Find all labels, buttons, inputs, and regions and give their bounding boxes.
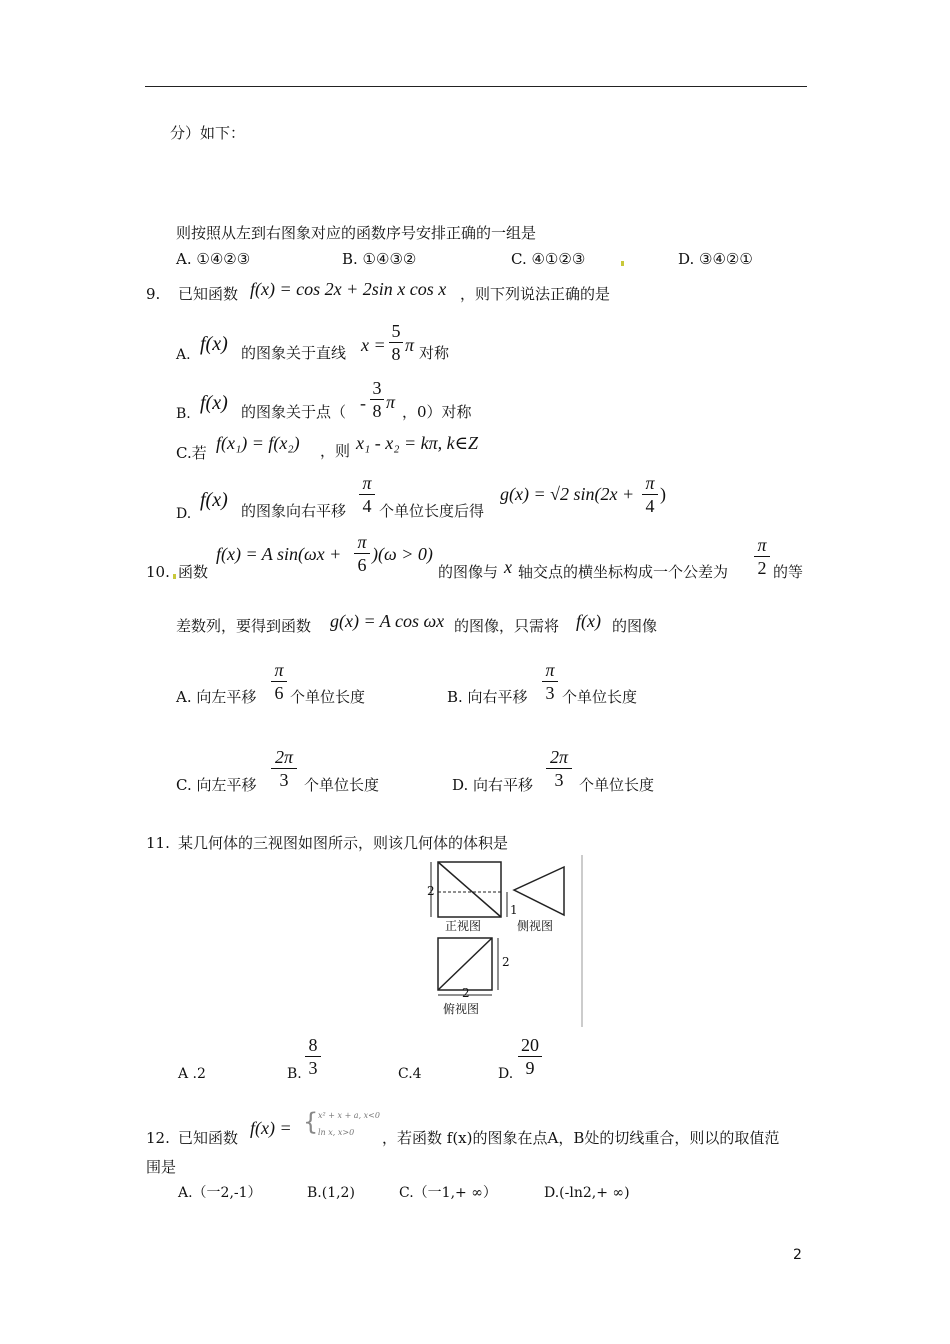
header-rule <box>145 86 807 87</box>
q9d-fraction <box>359 474 375 515</box>
q10-diff-frac-num: π <box>757 535 767 555</box>
q10b-frac-num: π <box>545 660 555 680</box>
q9a-frac-num: 5 <box>391 321 401 341</box>
q10c-frac-den: 3 <box>279 770 289 790</box>
q12-text2: 围是 <box>146 1158 177 1176</box>
q9d-frac-num: π <box>362 473 372 493</box>
q12-case1: x² + x + a, x<0 <box>318 1111 380 1120</box>
q10-func-frac-num: π <box>357 532 367 552</box>
q9d-frac-den: 4 <box>362 496 372 516</box>
q10d-label: D. 向右平移 <box>452 776 534 794</box>
q10b-frac-bar <box>542 681 558 682</box>
q11-number: 11. <box>146 834 170 852</box>
q9d-fx: f(x) <box>200 489 228 511</box>
top-dim-height-label: 2 <box>502 955 510 969</box>
q9b-fraction <box>370 379 384 420</box>
q10b-frac-den: 3 <box>545 683 555 703</box>
q9b-frac-num: 3 <box>372 378 382 398</box>
q10-text1: 的图像与 <box>438 563 499 581</box>
q12-stem: 已知函数 <box>178 1129 239 1147</box>
front-dim-right-label: 1 <box>510 903 518 917</box>
q12-option-b: B.(1,2) <box>307 1185 355 1201</box>
q10-func-right: )(ω > 0) <box>372 544 433 564</box>
q10a-frac-bar <box>271 681 287 682</box>
q10d-text: 个单位长度 <box>579 776 655 794</box>
q11-option-c: C.4 <box>398 1066 422 1082</box>
q9d-g-frac-num: π <box>645 473 655 493</box>
q11-option-b-fraction <box>305 1036 321 1077</box>
q10c-text: 个单位长度 <box>304 776 380 794</box>
q10b-label: B. 向右平移 <box>447 688 528 706</box>
q10d-frac-num: 2π <box>549 747 569 767</box>
q11-option-d-label: D. <box>498 1066 514 1082</box>
q10-stem: 函数 <box>178 563 209 581</box>
q10-number: 10. <box>146 563 170 581</box>
q11-option-b-label: B. <box>287 1066 302 1082</box>
q9a-text2: 对称 <box>419 344 450 362</box>
q10-text3: 的等 <box>773 563 804 581</box>
q12-number: 12. <box>146 1129 170 1147</box>
q11d-frac-bar <box>518 1056 542 1057</box>
speck-mark-2 <box>173 574 176 579</box>
q10c-fraction <box>271 748 297 789</box>
q9a-pi: π <box>405 335 415 355</box>
q9a-frac-bar <box>389 342 403 343</box>
q9b-text1: 的图象关于点（ <box>241 403 347 421</box>
q10-line2c: 的图像 <box>612 617 658 635</box>
q11d-frac-num: 20 <box>521 1035 539 1055</box>
q10c-frac-bar <box>271 768 297 769</box>
q9d-text1: 的图象向右平移 <box>241 502 347 520</box>
intro-option-c: C. ④①②③ <box>511 250 586 268</box>
q11b-frac-bar <box>305 1056 321 1057</box>
q9-function: f(x) = cos 2x + 2sin x cos x <box>250 279 447 299</box>
q9d-g-right: ) <box>660 484 666 504</box>
q11b-frac-num: 8 <box>308 1035 318 1055</box>
q11d-frac-den: 9 <box>525 1058 535 1078</box>
q9b-pi: π <box>386 392 396 412</box>
side-view-label: 侧视图 <box>517 919 554 933</box>
speck-mark <box>621 261 624 266</box>
top-dim-width-label: 2 <box>462 986 470 1000</box>
q9b-frac-bar <box>370 399 384 400</box>
q9d-g-frac-bar <box>642 494 658 495</box>
q9b-text2: ，0）对称 <box>402 403 472 421</box>
q9d-text2: 个单位长度后得 <box>379 502 485 520</box>
q9a-xeq: x = <box>361 335 386 355</box>
q10d-frac-den: 3 <box>554 770 564 790</box>
q10-func-fraction <box>354 533 370 574</box>
q10-fx: f(x) <box>576 611 601 631</box>
q12-case2: ln x, x>0 <box>318 1128 355 1137</box>
q9b-fx: f(x) <box>200 392 228 414</box>
q9c-label: C.若 <box>176 444 207 462</box>
front-view-diagonal <box>438 862 501 917</box>
q10-line2b: 的图像，只需将 <box>454 617 560 635</box>
q10-g: g(x) = A cos ωx <box>330 611 445 631</box>
q12-text1: ，若函数 f(x)的图象在点A，B处的切线重合，则以的取值范 <box>382 1129 780 1147</box>
q12-brace: { <box>303 1108 319 1136</box>
side-view-triangle <box>514 867 564 915</box>
q10-func-frac-bar <box>354 553 370 554</box>
q9b-frac-den: 8 <box>372 401 382 421</box>
intro-line-2: 则按照从左到右图象对应的函数序号安排正确的一组是 <box>176 224 537 242</box>
q9-stem: 已知函数 <box>178 285 239 303</box>
q10-x: x <box>504 557 512 577</box>
q9d-g-left: g(x) = √2 sin(2x + <box>500 484 635 504</box>
intro-line-1: 分）如下： <box>170 124 246 142</box>
q11-option-a: A .2 <box>178 1066 206 1082</box>
front-view-label: 正视图 <box>445 919 482 933</box>
page-number: 2 <box>793 1247 802 1263</box>
q9b-label: B. <box>176 406 191 422</box>
q10a-frac-den: 6 <box>274 683 284 703</box>
q10-diff-frac-bar <box>754 556 770 557</box>
q9d-g-frac-den: 4 <box>645 496 655 516</box>
q12-option-a: A.（一2,-1） <box>178 1185 262 1201</box>
q9c-expr2: x₁ - x₂ = kπ, k∈Z <box>356 433 478 453</box>
q10-diff-fraction <box>754 536 770 577</box>
front-dim-height-label: 2 <box>427 884 435 898</box>
q10-text2: 轴交点的横坐标构成一个公差为 <box>518 563 729 581</box>
q12-option-c: C.（一1,+ ∞） <box>399 1185 497 1201</box>
q12-option-d: D.(-ln2,+ ∞) <box>544 1185 630 1201</box>
q11-stem: 某几何体的三视图如图所示，则该几何体的体积是 <box>178 834 509 852</box>
q10-line2a: 差数列，要得到函数 <box>176 617 312 635</box>
q10b-fraction <box>542 661 558 702</box>
q9a-fx: f(x) <box>200 333 228 355</box>
q10d-frac-bar <box>546 768 572 769</box>
q9b-minus: - <box>360 393 366 413</box>
intro-option-d: D. ③④②① <box>678 250 753 268</box>
q9a-frac-den: 8 <box>391 344 401 364</box>
intro-option-b: B. ①④③② <box>342 250 417 268</box>
q10c-frac-num: 2π <box>274 747 294 767</box>
q9d-frac-bar <box>359 494 375 495</box>
q10b-text: 个单位长度 <box>562 688 638 706</box>
q9d-g-fraction <box>642 474 658 515</box>
q10a-label: A. 向左平移 <box>176 688 257 706</box>
q9a-text1: 的图象关于直线 <box>241 344 347 362</box>
q9d-label: D. <box>176 506 192 522</box>
q9c-expr1: f(x₁) = f(x₂) <box>216 433 300 453</box>
q11-option-d-fraction <box>518 1036 542 1077</box>
q10-func-frac-den: 6 <box>357 555 367 575</box>
q10-func-left: f(x) = A sin(ωx + <box>216 544 342 564</box>
q9-number: 9. <box>146 285 161 303</box>
q9c-text1: ，则 <box>320 442 351 460</box>
q11b-frac-den: 3 <box>308 1058 318 1078</box>
intro-option-a: A. ①④②③ <box>176 250 251 268</box>
q10c-label: C. 向左平移 <box>176 776 257 794</box>
q10a-frac-num: π <box>274 660 284 680</box>
q10-diff-frac-den: 2 <box>757 558 767 578</box>
q9a-fraction <box>389 322 403 363</box>
q12-fx: f(x) = <box>250 1118 292 1138</box>
top-view-label: 俯视图 <box>443 1002 480 1016</box>
q9a-label: A. <box>176 347 191 363</box>
q9-stem-end: ，则下列说法正确的是 <box>460 285 611 303</box>
q10a-text: 个单位长度 <box>290 688 366 706</box>
q10a-fraction <box>271 661 287 702</box>
q10d-fraction <box>546 748 572 789</box>
top-view-diagonal <box>438 938 492 990</box>
